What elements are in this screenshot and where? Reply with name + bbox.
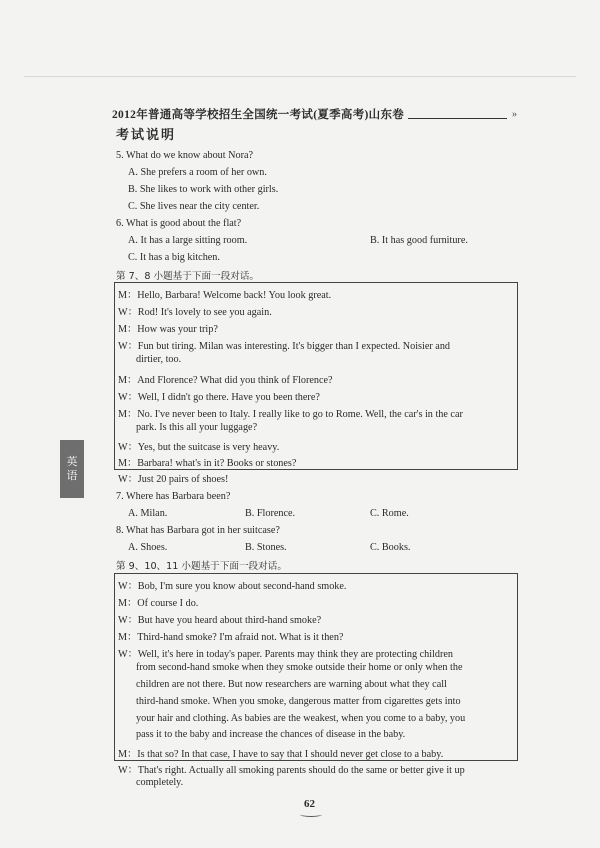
question-8-option-a: A. Shoes. (128, 542, 168, 553)
intro-questions-7-8: 第 7、8 小题基于下面一段对话。 (116, 271, 260, 282)
page-number: 62 (304, 798, 315, 810)
dialogue-1-line: M：No. I've never been to Italy. I really like to go to Rome. Well, the car's in the car (118, 409, 463, 420)
side-tab-char: 语 (66, 469, 78, 482)
question-5-option-c: C. She lives near the city center. (128, 201, 260, 212)
dialogue-1-line: dirtier, too. (136, 354, 182, 365)
dialogue-2-line: W：Well, it's here in today's paper. Parents may think they are protecting children (118, 649, 453, 660)
dialogue-2-line: pass it to the baby and increase the chances of disease in the baby. (136, 729, 406, 740)
dialogue-1-line: W：Yes, but the suitcase is very heavy. (118, 442, 280, 453)
intro-questions-9-11: 第 9、10、11 小题基于下面一段对话。 (116, 561, 287, 572)
page-number-ornament (300, 812, 322, 817)
dialogue-2-line: third-hand smoke. When you smoke, dangerous matter from cigarettes gets into (136, 696, 461, 707)
dialogue-2-line: W：But have you heard about third-hand smoke? (118, 615, 322, 626)
dialogue-1-line: M：Barbara! what's in it? Books or stones? (118, 458, 297, 469)
question-5-option-b: B. She likes to work with other girls. (128, 184, 279, 195)
dialogue-2-line: M：Of course I do. (118, 598, 199, 609)
dialogue-2-line: M：Third-hand smoke? I'm afraid not. What is it then? (118, 632, 344, 643)
question-6-option-c: C. It has a big kitchen. (128, 252, 220, 263)
question-6-option-a: A. It has a large sitting room. (128, 235, 248, 246)
question-6-stem: 6. What is good about the flat? (116, 218, 242, 229)
question-7-stem: 7. Where has Barbara been? (116, 491, 231, 502)
header-title: 2012年普通高等学校招生全国统一考试(夏季高考)山东卷 (112, 106, 408, 122)
dialogue-1-line: M：And Florence? What did you think of Florence? (118, 375, 333, 386)
running-header (112, 106, 517, 120)
question-8-option-c: C. Books. (370, 542, 411, 553)
dialogue-2-line: children are not there. But now researchers are warning about what they call (136, 679, 447, 690)
question-5-stem: 5. What do we know about Nora? (116, 150, 254, 161)
dialogue-2-line: M：Is that so? In that case, I have to say that I should never get close to a baby. (118, 749, 444, 760)
subject-side-tab (60, 440, 84, 498)
dialogue-1-line: park. Is this all your luggage? (136, 422, 258, 433)
section-title: 考试说明 (116, 128, 177, 143)
question-7-option-c: C. Rome. (370, 508, 409, 519)
question-7-option-b: B. Florence. (245, 508, 296, 519)
dialogue-2-line: from second-hand smoke when they smoke outside their home or only when the (136, 662, 463, 673)
question-8-stem: 8. What has Barbara got in her suitcase? (116, 525, 280, 536)
page-top-edge (24, 76, 576, 77)
dialogue-2-line: W：That's right. Actually all smoking parents should do the same or better give it up (118, 765, 465, 776)
dialogue-1-line: W：Well, I didn't go there. Have you been there? (118, 392, 320, 403)
question-5-option-a: A. She prefers a room of her own. (128, 167, 267, 178)
dialogue-1-line: W：Fun but tiring. Milan was interesting. It's bigger than I expected. Noisier and (118, 341, 451, 352)
dialogue-2-line: completely. (136, 777, 184, 788)
double-chevron-icon: » (512, 109, 517, 120)
question-8-option-b: B. Stones. (245, 542, 287, 553)
dialogue-1-line: W：Rod! It's lovely to see you again. (118, 307, 272, 318)
dialogue-2-line: W：Bob, I'm sure you know about second-hand smoke. (118, 581, 347, 592)
question-6-option-b: B. It has good furniture. (370, 235, 468, 246)
question-7-option-a: A. Milan. (128, 508, 168, 519)
dialogue-1-line: M：Hello, Barbara! Welcome back! You look great. (118, 290, 332, 301)
dialogue-1-line: M：How was your trip? (118, 324, 218, 335)
dialogue-2-line: your hair and clothing. As babies are the weakest, when you come to a baby, you (136, 713, 466, 724)
dialogue-1-line: W：Just 20 pairs of shoes! (118, 474, 229, 485)
side-tab-char: 英 (66, 455, 78, 468)
